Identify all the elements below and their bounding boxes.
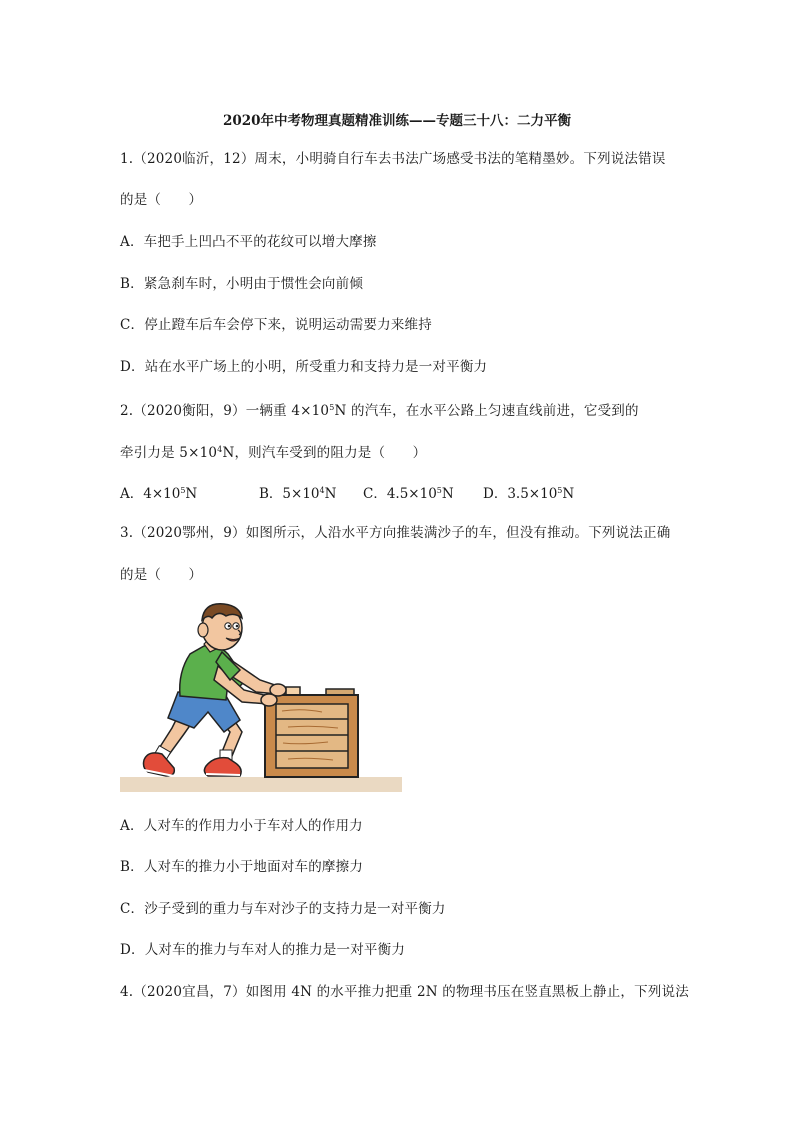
q2-option-b: B．$5\times 10^4N$ (259, 486, 337, 502)
q4-stem-line1: 4.（2020宜昌，7）如图用 4N 的水平推力把重 2N 的物理书压在竖直黑板上静止，下列说法 (120, 984, 689, 1000)
q3-stem-line1: 3.（2020鄂州，9）如图所示，人沿水平方向推装满沙子的车，但没有推动。下列说法正确 (120, 525, 671, 541)
q1-option-b: B．紧急刹车时，小明由于惯性会向前倾 (120, 276, 364, 292)
q3-option-b: B．人对车的推力小于地面对车的摩擦力 (120, 859, 364, 875)
boy-pushing-cart-illustration (118, 600, 402, 796)
q2-stem-line2: 牵引力是 $5\times 10^4N$，则汽车受到的阻力是（ ） (120, 445, 427, 461)
q2-option-d: D．$3.5\times 10^5N$ (483, 486, 575, 502)
q2-stem-line1: 2.（2020衡阳，9）一辆重 $4\times 10^5N$ 的汽车，在水平公路上匀速直线前进，它受到的 (120, 403, 639, 419)
q1-option-d: D．站在水平广场上的小明，所受重力和支持力是一对平衡力 (120, 359, 488, 375)
q2-option-a: A．$4\times 10^5N$ (120, 486, 198, 502)
q3-option-d: D．人对车的推力与车对人的推力是一对平衡力 (120, 942, 406, 958)
ground (120, 777, 402, 792)
q2-option-c: C．$4.5\times 10^5N$ (363, 486, 454, 502)
q1-stem-line2: 的是（ ） (120, 192, 203, 208)
cart (265, 687, 358, 777)
q3-stem-line2: 的是（ ） (120, 567, 203, 583)
boy-pushing-cart-figure (118, 600, 402, 796)
q3-option-a: A．人对车的作用力小于车对人的作用力 (120, 818, 363, 834)
q1-stem-line1: 1.（2020临沂，12）周末，小明骑自行车去书法广场感受书法的笔精墨妙。下列说法错误 (120, 151, 666, 167)
q3-option-c: C．沙子受到的重力与车对沙子的支持力是一对平衡力 (120, 901, 446, 917)
q1-option-a: A．车把手上凹凸不平的花纹可以增大摩擦 (120, 234, 377, 250)
page-title: 2020年中考物理真题精准训练——专题三十八：二力平衡 (222, 113, 572, 129)
q1-option-c: C．停止蹬车后车会停下来，说明运动需要力来维持 (120, 317, 432, 333)
